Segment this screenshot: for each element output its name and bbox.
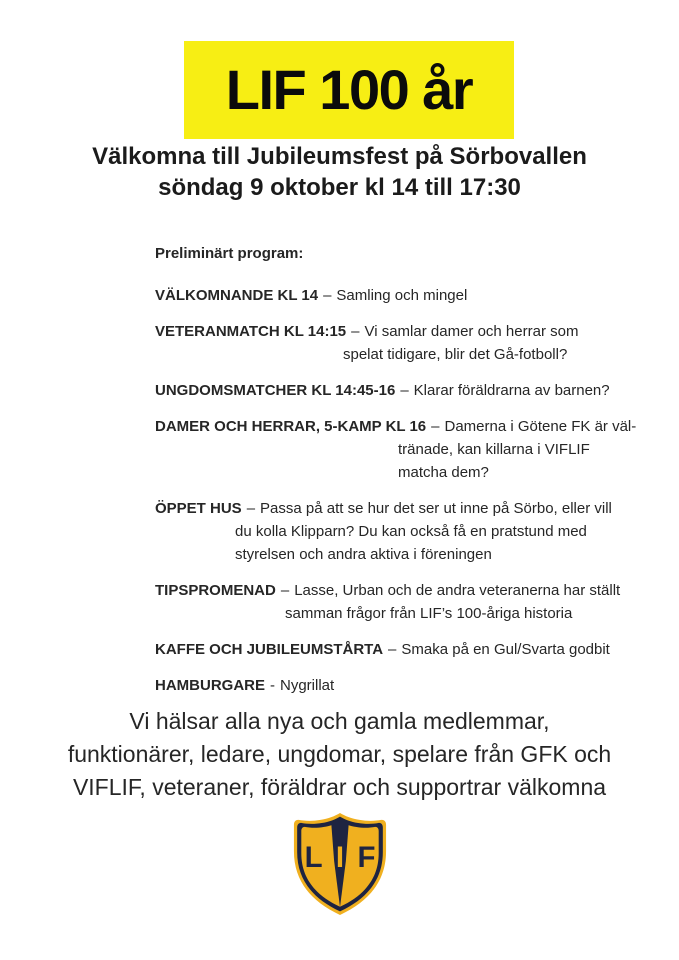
dash-separator: – bbox=[388, 641, 397, 658]
program-desc-wrap: spelat tidigare, blir det Gå-fotboll? bbox=[343, 346, 568, 363]
dash-separator: – bbox=[323, 287, 332, 304]
program-item-line bbox=[155, 579, 655, 602]
crest-letter-l: L bbox=[304, 840, 323, 874]
program-section bbox=[155, 242, 655, 710]
program-term: HAMBURGARE bbox=[155, 677, 265, 694]
program-desc-wrap: samman frågor från LIF’s 100-åriga historia bbox=[285, 605, 573, 622]
title-banner bbox=[184, 41, 514, 139]
program-term: VETERANMATCH KL 14:15 bbox=[155, 323, 347, 340]
program-desc: Nygrillat bbox=[280, 677, 335, 694]
program-desc: Smaka på en Gul/Svarta godbit bbox=[401, 641, 610, 658]
page-title: LIF 100 år bbox=[225, 58, 473, 121]
program-desc: Klarar föräldrarna av barnen? bbox=[413, 382, 610, 399]
program-item-line bbox=[155, 284, 655, 307]
program-desc-wrap: matcha dem? bbox=[398, 464, 489, 481]
welcome-line-2: funktionärer, ledare, ungdomar, spelare från GFK och bbox=[67, 741, 612, 767]
program-item-veteranmatch bbox=[155, 320, 655, 366]
program-heading: Preliminärt program: bbox=[155, 245, 304, 262]
program-term: KAFFE OCH JUBILEUMSTÅRTA bbox=[155, 641, 384, 658]
program-item-valkomnande bbox=[155, 284, 655, 307]
club-crest-logo bbox=[0, 812, 679, 916]
subtitle bbox=[0, 141, 679, 203]
program-item-line bbox=[155, 415, 655, 438]
program-desc: Vi samlar damer och herrar som bbox=[364, 323, 579, 340]
welcome-line-3: VIFLIF, veteraner, föräldrar och supportrar välkomna bbox=[72, 774, 607, 800]
program-item-line bbox=[155, 638, 655, 661]
welcome-message bbox=[0, 705, 679, 804]
program-desc-wrap: du kolla Klipparn? Du kan också få en pratstund med bbox=[235, 523, 587, 540]
program-term: DAMER OCH HERRAR, 5-KAMP KL 16 bbox=[155, 418, 427, 435]
program-term: VÄLKOMNANDE KL 14 bbox=[155, 287, 319, 304]
program-item-hamburgare bbox=[155, 674, 655, 697]
program-desc-wrap: styrelsen och andra aktiva i föreningen bbox=[235, 546, 492, 563]
program-desc: Passa på att se hur det ser ut inne på Sörbo, eller vill bbox=[260, 500, 612, 517]
program-term: ÖPPET HUS bbox=[155, 500, 242, 517]
subtitle-line-2: söndag 9 oktober kl 14 till 17:30 bbox=[158, 174, 521, 201]
program-item-line bbox=[155, 320, 655, 343]
program-item-femkamp bbox=[155, 415, 655, 484]
program-item-line bbox=[155, 497, 655, 520]
dash-separator: - bbox=[270, 677, 275, 694]
program-item-tipspromenad bbox=[155, 579, 655, 625]
program-desc: Damerna i Götene FK är väl- bbox=[444, 418, 637, 435]
program-item-ungdomsmatcher bbox=[155, 379, 655, 402]
program-desc: Samling och mingel bbox=[336, 287, 468, 304]
dash-separator: – bbox=[400, 382, 409, 399]
program-desc-wrap: tränade, kan killarna i VIFLIF bbox=[398, 441, 590, 458]
dash-separator: – bbox=[280, 582, 290, 599]
program-term: TIPSPROMENAD bbox=[155, 582, 276, 599]
subtitle-line-1: Välkomna till Jubileumsfest på Sörbovallen bbox=[92, 143, 587, 170]
program-item-line bbox=[155, 674, 655, 697]
program-term: UNGDOMSMATCHER KL 14:45-16 bbox=[155, 382, 396, 399]
program-desc: Lasse, Urban och de andra veteranerna har ställt bbox=[294, 582, 621, 599]
dash-separator: – bbox=[246, 500, 256, 517]
program-item-line bbox=[155, 379, 655, 402]
crest-letter-i: I bbox=[335, 840, 344, 874]
program-item-oppet-hus bbox=[155, 497, 655, 566]
dash-separator: – bbox=[431, 418, 440, 435]
dash-separator: – bbox=[351, 323, 360, 340]
program-item-kaffe-tarta bbox=[155, 638, 655, 661]
welcome-line-1: Vi hälsar alla nya och gamla medlemmar, bbox=[129, 708, 550, 734]
crest-letter-f: F bbox=[356, 840, 375, 874]
lif-shield-icon bbox=[291, 812, 389, 916]
